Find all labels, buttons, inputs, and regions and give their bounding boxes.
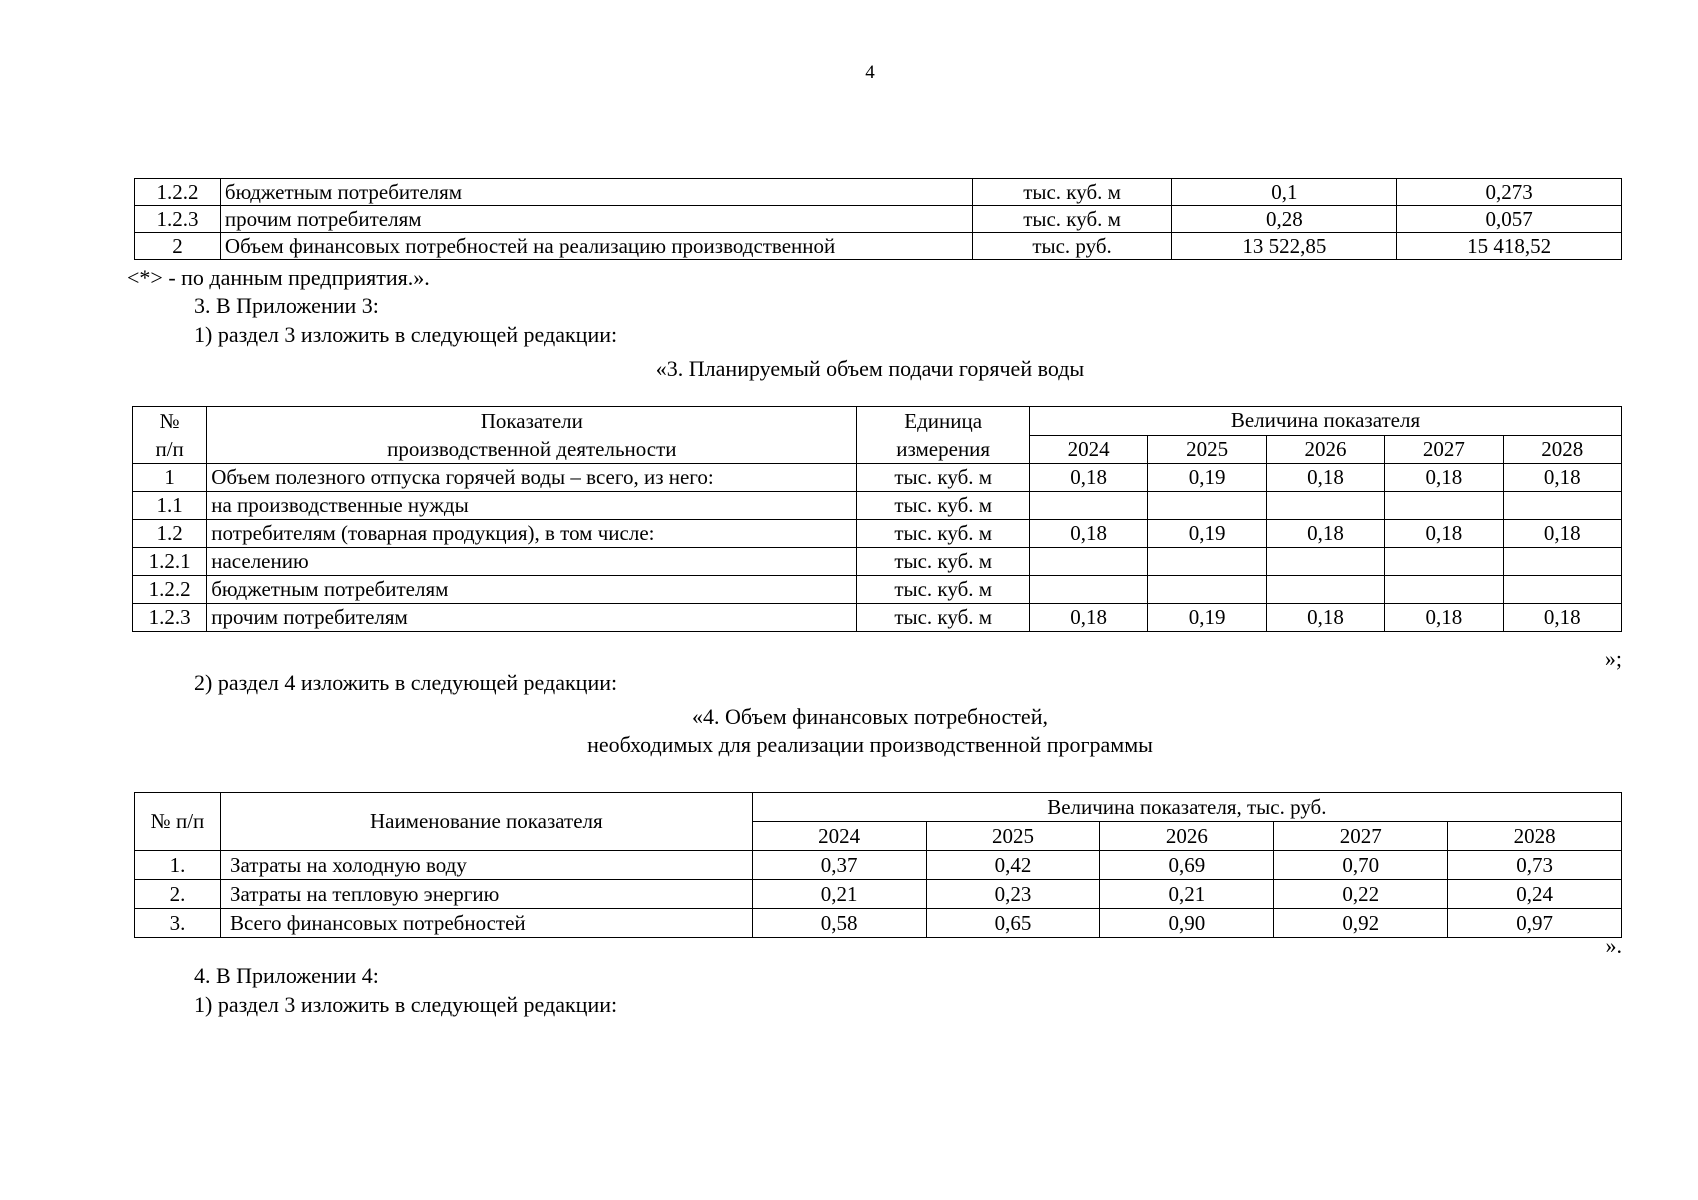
table-row (133, 464, 1622, 492)
row-number: 1 (133, 464, 207, 492)
page-number: 4 (865, 62, 875, 83)
header-unit-line2: измерения (896, 437, 991, 461)
section3-title: «3. Планируемый объем подачи горячей воды (655, 356, 1085, 381)
row-value: 0,21 (752, 880, 926, 909)
table-row (135, 851, 1622, 880)
table-row (133, 576, 1622, 604)
row-value (1148, 492, 1266, 520)
table-continuation (134, 178, 1622, 260)
row-value: 0,28 (1172, 206, 1397, 233)
table-row (135, 206, 1622, 233)
header-number (133, 407, 207, 464)
table-row (135, 880, 1622, 909)
row-name: Всего финансовых потребностей (220, 909, 752, 938)
row-number: 2. (135, 880, 221, 909)
table-row (133, 492, 1622, 520)
table-row (133, 548, 1622, 576)
row-value: 0,90 (1100, 909, 1274, 938)
header-unit (857, 407, 1030, 464)
row-value (1503, 548, 1621, 576)
row-value: 0,19 (1148, 520, 1266, 548)
row-unit: тыс. куб. м (857, 576, 1030, 604)
appendix4-item1: 1) раздел 3 изложить в следующей редакции: (194, 992, 618, 1017)
section4-title-line1: «4. Объем финансовых потребностей, (692, 704, 1048, 729)
table-row (135, 233, 1622, 260)
row-value: 0,58 (752, 909, 926, 938)
header-indicator-line1: Показатели (480, 409, 583, 433)
row-number: 1.2.3 (133, 604, 207, 632)
row-value (1029, 548, 1147, 576)
header-number-line1: № (159, 409, 180, 433)
row-value (1503, 576, 1621, 604)
row-value: 0,42 (926, 851, 1100, 880)
row-value: 0,18 (1029, 520, 1147, 548)
header-year: 2028 (1448, 822, 1622, 851)
row-name: прочим потребителям (207, 604, 857, 632)
row-name: прочим потребителям (220, 206, 972, 233)
table-row (133, 604, 1622, 632)
row-value (1148, 576, 1266, 604)
row-value: 0,19 (1148, 464, 1266, 492)
row-value (1385, 492, 1503, 520)
row-value: 0,69 (1100, 851, 1274, 880)
row-value: 13 522,85 (1172, 233, 1397, 260)
row-name: потребителям (товарная продукция), в том числе: (207, 520, 857, 548)
header-year: 2026 (1266, 435, 1384, 464)
row-value: 0,70 (1274, 851, 1448, 880)
close-quote-table2: »; (1604, 646, 1622, 671)
header-year: 2027 (1274, 822, 1448, 851)
row-value: 0,18 (1503, 464, 1621, 492)
row-name: бюджетным потребителям (207, 576, 857, 604)
row-unit: тыс. куб. м (972, 206, 1172, 233)
header-unit-line1: Единица (904, 409, 983, 433)
row-value (1029, 576, 1147, 604)
header-year: 2027 (1385, 435, 1503, 464)
row-value: 15 418,52 (1397, 233, 1622, 260)
row-value: 0,057 (1397, 206, 1622, 233)
row-number: 3. (135, 909, 221, 938)
row-value (1385, 548, 1503, 576)
header-indicator-name: Наименование показателя (220, 793, 752, 851)
header-year: 2025 (1148, 435, 1266, 464)
header-value: Величина показателя (1029, 407, 1621, 436)
row-value (1148, 548, 1266, 576)
row-value: 0,92 (1274, 909, 1448, 938)
row-name: бюджетным потребителям (220, 179, 972, 206)
row-value: 0,22 (1274, 880, 1448, 909)
row-value: 0,18 (1266, 604, 1384, 632)
header-number-line2: п/п (155, 437, 184, 461)
row-number: 1.2.1 (133, 548, 207, 576)
row-name: Затраты на тепловую энергию (220, 880, 752, 909)
row-number: 1. (135, 851, 221, 880)
row-unit: тыс. куб. м (857, 520, 1030, 548)
row-unit: тыс. куб. м (857, 464, 1030, 492)
financial-needs-table (134, 792, 1622, 938)
row-value (1266, 576, 1384, 604)
row-value: 0,73 (1448, 851, 1622, 880)
row-number: 1.1 (133, 492, 207, 520)
row-value: 0,273 (1397, 179, 1622, 206)
row-value: 0,19 (1148, 604, 1266, 632)
row-name: Объем полезного отпуска горячей воды – всего, из него: (207, 464, 857, 492)
table-row (135, 179, 1622, 206)
row-value: 0,24 (1448, 880, 1622, 909)
row-value (1266, 492, 1384, 520)
close-quote-table3: ». (1605, 933, 1622, 958)
row-value: 0,23 (926, 880, 1100, 909)
row-value: 0,18 (1385, 604, 1503, 632)
row-unit: тыс. куб. м (972, 179, 1172, 206)
row-number: 1.2.2 (135, 179, 221, 206)
row-value: 0,97 (1448, 909, 1622, 938)
header-year: 2024 (752, 822, 926, 851)
row-name: населению (207, 548, 857, 576)
appendix3-item2: 2) раздел 4 изложить в следующей редакции: (194, 670, 618, 695)
appendix4-heading: 4. В Приложении 4: (194, 963, 379, 988)
row-value (1385, 576, 1503, 604)
row-value: 0,1 (1172, 179, 1397, 206)
row-value: 0,18 (1385, 464, 1503, 492)
row-unit: тыс. куб. м (857, 492, 1030, 520)
row-value: 0,18 (1385, 520, 1503, 548)
row-unit: тыс. куб. м (857, 548, 1030, 576)
row-name: Объем финансовых потребностей на реализацию производственной (220, 233, 972, 260)
row-number: 1.2 (133, 520, 207, 548)
row-value: 0,18 (1503, 520, 1621, 548)
header-year: 2025 (926, 822, 1100, 851)
row-number: 1.2.3 (135, 206, 221, 233)
appendix3-heading: 3. В Приложении 3: (194, 293, 379, 318)
row-value: 0,18 (1266, 464, 1384, 492)
footnote: <*> - по данным предприятия.». (127, 265, 430, 290)
header-year: 2026 (1100, 822, 1274, 851)
row-value (1503, 492, 1621, 520)
row-value: 0,18 (1029, 464, 1147, 492)
appendix3-item1: 1) раздел 3 изложить в следующей редакции: (194, 322, 618, 347)
row-number: 2 (135, 233, 221, 260)
row-value (1029, 492, 1147, 520)
row-number: 1.2.2 (133, 576, 207, 604)
row-value: 0,21 (1100, 880, 1274, 909)
table-header-row (135, 793, 1622, 822)
header-indicator (207, 407, 857, 464)
row-value: 0,18 (1266, 520, 1384, 548)
table-row (135, 909, 1622, 938)
header-value: Величина показателя, тыс. руб. (752, 793, 1621, 822)
header-year: 2024 (1029, 435, 1147, 464)
hot-water-volume-table (132, 406, 1622, 632)
row-value: 0,18 (1503, 604, 1621, 632)
section4-title-line2: необходимых для реализации производственной программы (587, 732, 1153, 757)
row-value (1266, 548, 1384, 576)
table-row (133, 520, 1622, 548)
row-name: на производственные нужды (207, 492, 857, 520)
row-unit: тыс. руб. (972, 233, 1172, 260)
row-value: 0,37 (752, 851, 926, 880)
row-unit: тыс. куб. м (857, 604, 1030, 632)
row-value: 0,65 (926, 909, 1100, 938)
header-indicator-line2: производственной деятельности (387, 437, 677, 461)
row-name: Затраты на холодную воду (220, 851, 752, 880)
header-number: № п/п (135, 793, 221, 851)
header-year: 2028 (1503, 435, 1621, 464)
row-value: 0,18 (1029, 604, 1147, 632)
table-header-row (133, 407, 1622, 436)
